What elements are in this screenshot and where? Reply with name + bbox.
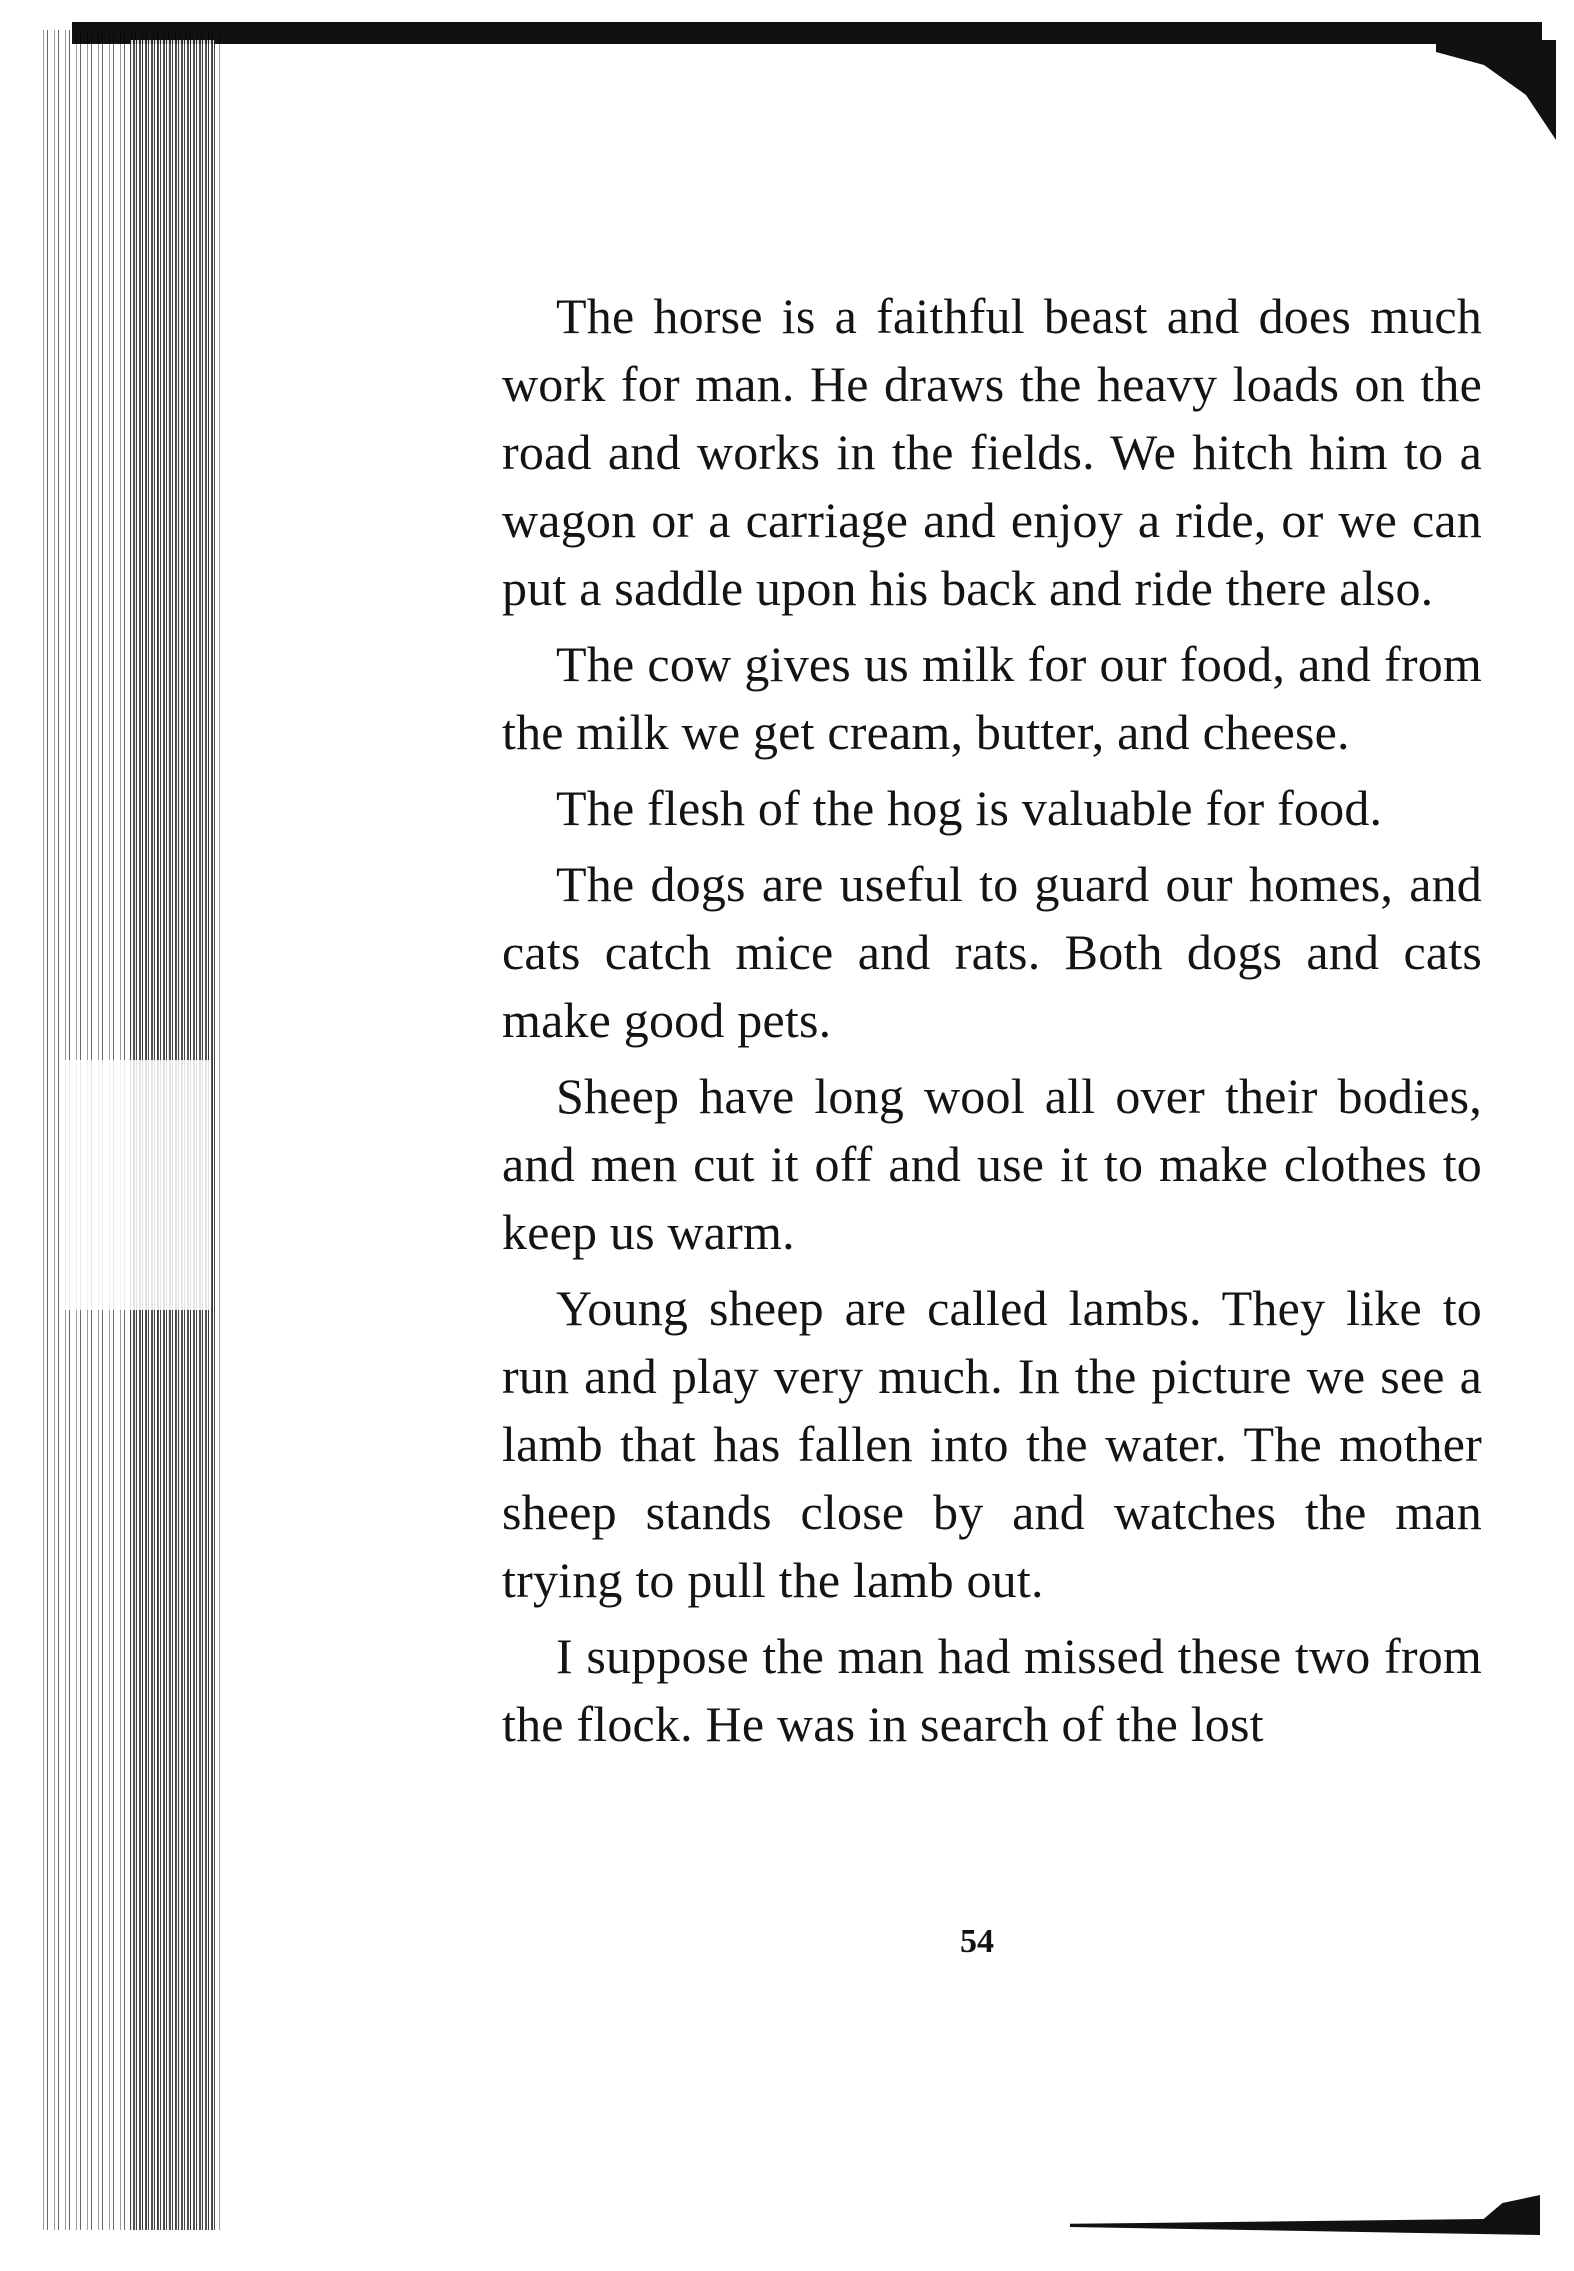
page-number: 54	[960, 1923, 994, 1960]
paragraph: The flesh of the hog is valuable for food.	[556, 780, 1383, 836]
scan-binding-gap	[60, 1060, 210, 1310]
paragraph: I suppose the man had missed these two from the flock. He was in search of the lost	[502, 1628, 1482, 1752]
scan-bottom-mark	[1070, 2195, 1540, 2235]
scan-page-curl	[1436, 40, 1556, 140]
paragraph: Young sheep are called lambs. They like to run and play very much. In the picture we see a lamb that has fallen into the water. The mother sheep stands close by and watches the man trying to pull the lamb out.	[502, 1280, 1482, 1608]
page-body	[502, 282, 1482, 1766]
paragraph: Sheep have long wool all over their bodies, and men cut it off and use it to make clothes to keep us warm.	[502, 1068, 1482, 1260]
paragraph: The cow gives us milk for our food, and from the milk we get cream, butter, and cheese.	[502, 636, 1482, 760]
scan-top-border	[72, 22, 1542, 44]
paragraph: The dogs are useful to guard our homes, and cats catch mice and rats. Both dogs and cats make good pets.	[502, 856, 1482, 1048]
paragraph: The horse is a faithful beast and does much work for man. He draws the heavy loads on the road and works in the fields. We hitch him to a wagon or a carriage and enjoy a ride, or we can put a saddle upon his back and ride there also.	[502, 288, 1482, 616]
